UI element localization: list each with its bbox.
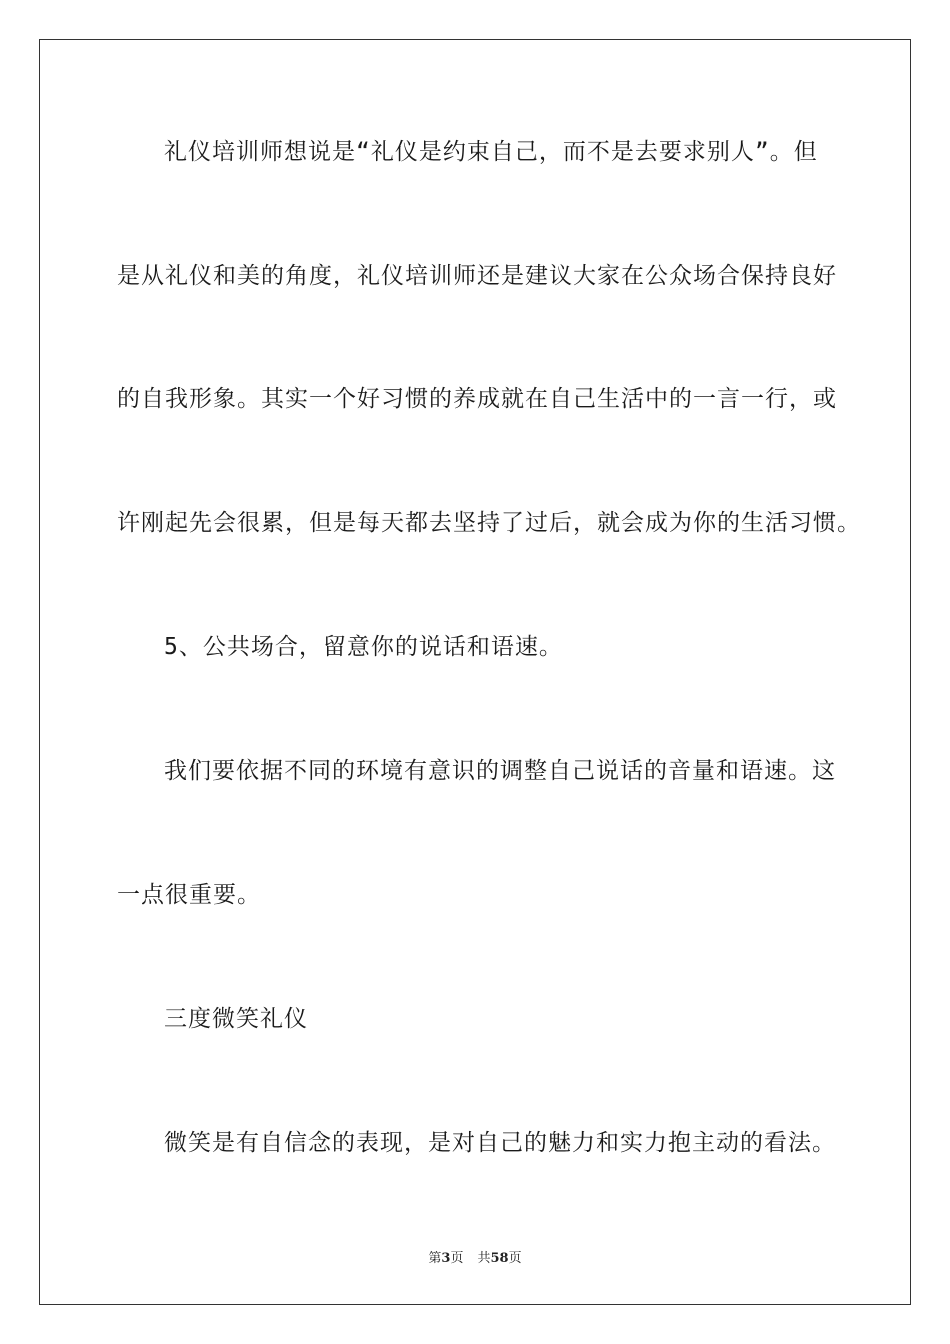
footer-page-suffix: 页: [450, 1251, 464, 1266]
paragraph-line-4: 许刚起先会很累，但是每天都去坚持了过后，就会成为你的生活习惯。: [117, 510, 861, 536]
footer-total-pages: 58: [490, 1251, 509, 1266]
paragraph-line-2: 是从礼仪和美的角度，礼仪培训师还是建议大家在公众场合保持良好: [117, 263, 837, 289]
paragraph-line-7: 一点很重要。: [117, 882, 261, 908]
footer-total-prefix: 共: [477, 1251, 491, 1266]
footer-page-number: 3: [441, 1251, 451, 1266]
footer-page-prefix: 第: [428, 1251, 442, 1266]
paragraph-line-3: 的自我形象。其实一个好习惯的养成就在自己生活中的一言一行，或: [117, 386, 837, 412]
paragraph-line-1: 礼仪培训师想说是“礼仪是约束自己，而不是去要求别人”。但: [164, 139, 818, 165]
page-footer: [0, 1247, 950, 1266]
page-border: [39, 39, 911, 1305]
paragraph-line-9: 微笑是有自信念的表现，是对自己的魅力和实力抱主动的看法。: [164, 1130, 836, 1156]
section-heading-smile: 三度微笑礼仪: [164, 1006, 308, 1032]
footer-total-suffix: 页: [508, 1251, 522, 1266]
section-heading-5: 5、公共场合，留意你的说话和语速。: [164, 634, 563, 660]
paragraph-line-6: 我们要依据不同的环境有意识的调整自己说话的音量和语速。这: [164, 758, 836, 784]
